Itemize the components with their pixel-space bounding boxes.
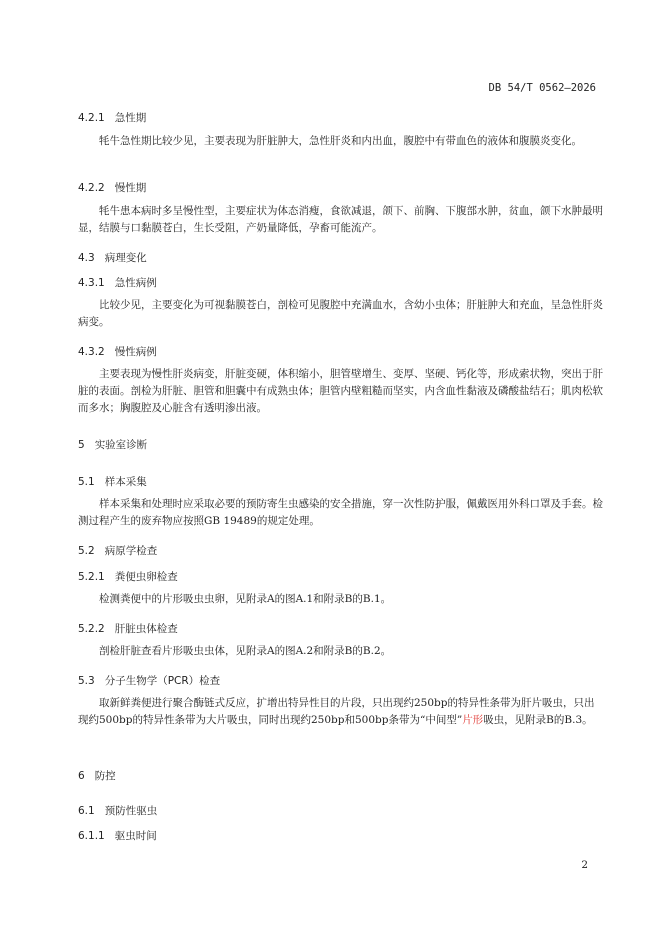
- heading-4-2-2: 4.2.2 慢性期: [78, 182, 147, 194]
- document-header: DB 54/T 0562—2026: [488, 82, 596, 94]
- heading-4-2-1: 4.2.1 急性期: [78, 112, 147, 124]
- paragraph-4-2-2: 牦牛患本病时多呈慢性型，主要症状为体态消瘦，食欲减退，颌下、前胸、下腹部水肿，贫血，颌下水肿最明显，结膜与口黏膜苍白，生长受阻，产奶量降低，孕畜可能流产。: [78, 205, 603, 234]
- heading-6: 6 防控: [78, 770, 116, 782]
- heading-5: 5 实验室诊断: [78, 439, 148, 451]
- heading-4-3-1: 4.3.1 急性病例: [78, 277, 157, 289]
- highlighted-term: 片形: [462, 714, 484, 726]
- heading-4-3: 4.3 病理变化: [78, 252, 147, 264]
- heading-5-3: 5.3 分子生物学（PCR）检查: [78, 675, 221, 687]
- paragraph-5-2-1: 检测粪便中的片形吸虫虫卵，见附录A的图A.1和附录B的B.1。: [99, 593, 392, 605]
- paragraph-5-2-2: 剖检肝脏查看片形吸虫虫体，见附录A的图A.2和附录B的B.2。: [99, 645, 392, 657]
- paragraph-5-1: 样本采集和处理时应采取必要的预防寄生虫感染的安全措施，穿一次性防护服，佩戴医用外科口罩及手套。检测过程产生的废弃物应按照GB 19489的规定处理。: [78, 498, 603, 527]
- heading-4-3-2: 4.3.2 慢性病例: [78, 346, 157, 358]
- heading-6-1-1: 6.1.1 驱虫时间: [78, 830, 157, 842]
- heading-6-1: 6.1 预防性驱虫: [78, 805, 158, 817]
- heading-5-1: 5.1 样本采集: [78, 476, 147, 488]
- page-number: 2: [581, 859, 588, 871]
- heading-5-2: 5.2 病原学检查: [78, 545, 158, 557]
- heading-5-2-1: 5.2.1 粪便虫卵检查: [78, 571, 178, 583]
- heading-5-2-2: 5.2.2 肝脏虫体检查: [78, 623, 178, 635]
- paragraph-4-3-1: 比较少见，主要变化为可视黏膜苍白，剖检可见腹腔中充满血水，含幼小虫体；肝脏肿大和充血，呈急性肝炎病变。: [78, 299, 603, 328]
- paragraph-5-3: 取新鲜粪便进行聚合酶链式反应，扩增出特异性目的片段，只出现约250bp的特异性条带为肝片吸虫，只出现约500bp的特异性条带为大片吸虫，同时出现约250bp和500bp条带为“中间型”片形吸虫，见附录B的B.3。: [78, 697, 595, 726]
- paragraph-4-3-2: 主要表现为慢性肝炎病变，肝脏变硬，体积缩小，胆管壁增生、变厚、坚硬、钙化等，形成索状物，突出于肝脏的表面。剖检为肝脏、胆管和胆囊中有成熟虫体；胆管内壁粗糙而坚实，内含血性黏液及磷酸盐结石；肌肉松软而多水；胸腹腔及心脏含有透明渗出液。: [78, 368, 603, 414]
- paragraph-4-2-1: 牦牛急性期比较少见，主要表现为肝脏肿大，急性肝炎和内出血，腹腔中有带血色的液体和腹膜炎变化。: [99, 135, 582, 147]
